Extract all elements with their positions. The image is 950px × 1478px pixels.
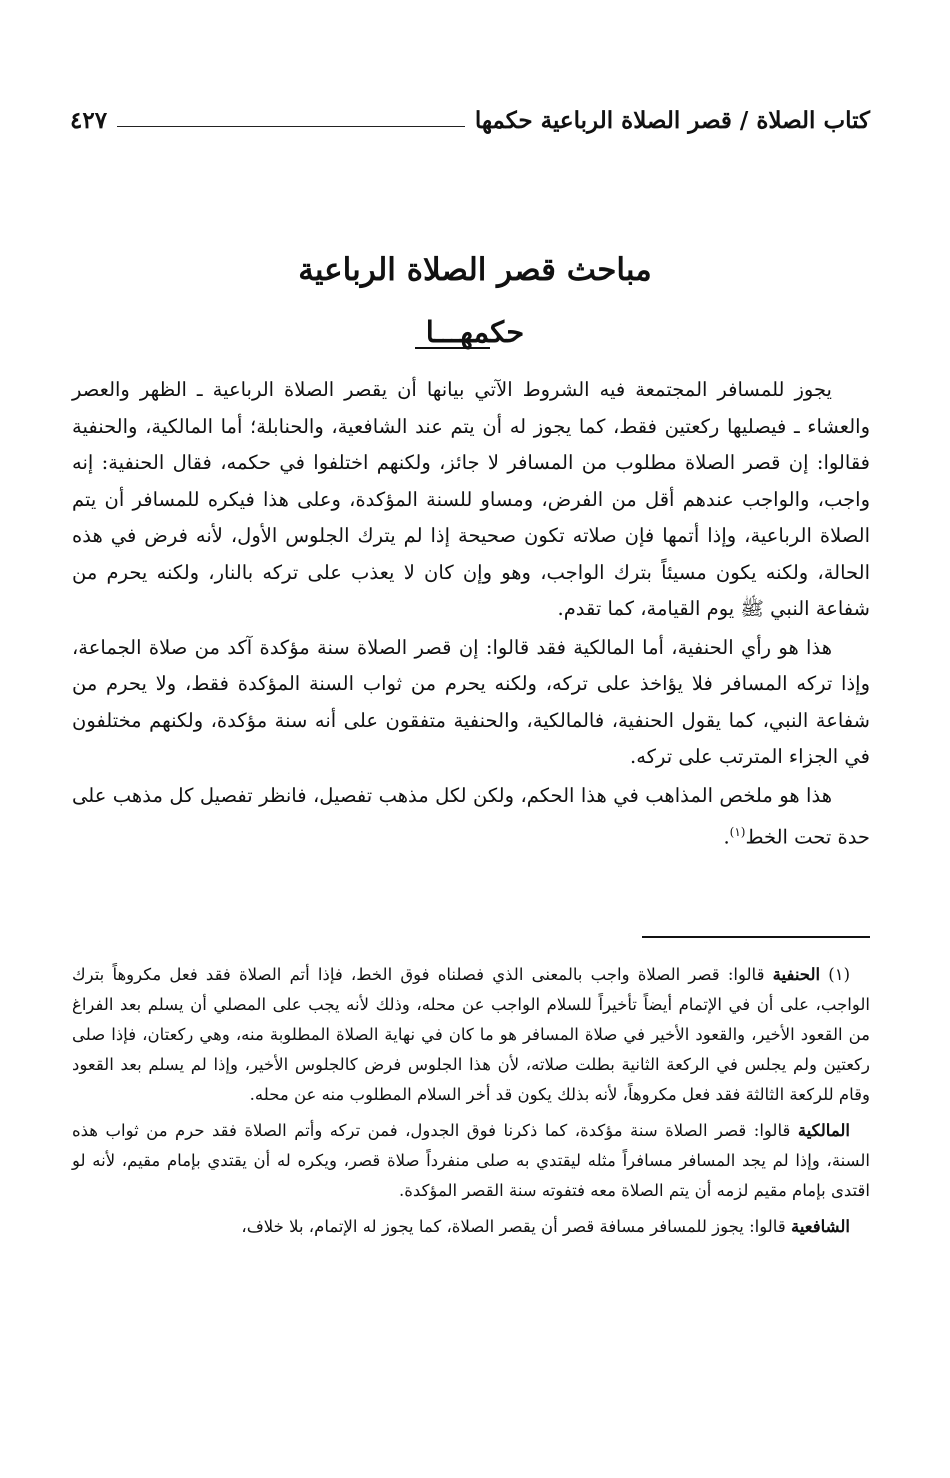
footnote-label-maliki: المالكية	[797, 1121, 850, 1140]
last-paragraph-text: هذا هو ملخص المذاهب في هذا الحكم، ولكن لكل مذهب تفصيل، فانظر تفصيل كل مذهب على حدة تحت الخط	[72, 783, 870, 849]
page-number: ٤٢٧	[70, 106, 108, 134]
section-title: مباحث قصر الصلاة الرباعية	[298, 252, 652, 288]
body-paragraph-last	[72, 778, 870, 857]
footnote-label-shafii: الشافعية	[790, 1217, 850, 1236]
footnote-marker: (١)	[729, 825, 746, 839]
body-paragraph: يجوز للمسافر المجتمعة فيه الشروط الآتي بيانها أن يقصر الصلاة الرباعية ـ الظهر والعصر والعشاء ـ فيصليها ركعتين فقط، كما يجوز له أن يتم عند الشافعية، والحنابلة؛ أما المالكية، والحنفية فقالوا: إن قصر الصلاة مطلوب من المسافر لا جائز، ولكنهم اختلفوا في حكمه، فقال الحنفية: إنه واجب، والواجب عندهم أقل من الفرض، ومساو للسنة المؤكدة، وعلى هذا فيكره للمسافر أن يتم الصلاة الرباعية، وإذا أتمها فإن صلاته تكون صحيحة إذا لم يترك الجلوس الأول، لأنه فرض في هذه الحالة، ولكنه يكون مسيئاً بترك الواجب، وهو وإن كان لا يعذب على تركه بالنار، ولكنه يحرم من شفاعة النبي ﷺ يوم القيامة، كما تقدم.	[72, 378, 871, 620]
footnote-rule	[642, 936, 870, 938]
footnote-hanafi	[72, 960, 870, 1110]
footnote-number: (١)	[828, 965, 851, 984]
footnote-label-hanafi: الحنفية	[772, 965, 821, 984]
last-paragraph-end: .	[723, 825, 730, 849]
header-rule	[117, 126, 465, 127]
body-paragraph: هذا هو رأي الحنفية، أما المالكية فقد قالوا: إن قصر الصلاة سنة مؤكدة آكد من صلاة الجماعة، وإذا تركه المسافر فلا يؤاخذ على تركه، ولكنه يحرم من ثواب السنة المؤكدة فقط، ولا يحرم من شفاعة النبي، كما يقول الحنفية، فالمالكية، والحنفية متفقون على أنه سنة مؤكدة، ولكنهم مختلفون في الجزاء المترتب على تركه.	[72, 635, 870, 768]
footnote-text-maliki: قالوا: قصر الصلاة سنة مؤكدة، كما ذكرنا فوق الجدول، فمن تركه وأتم الصلاة فقد حرم من ثواب هذه السنة، وإذا لم يجد المسافر مسافراً مثله ليقتدي به صلى منفرداً صلاة قصر، ويكره له أن يقتدي بإمام مقيم، لأنه لو اقتدى بإمام مقيم لزمه أن يتم الصلاة معه فتفوته سنة القصر المؤكدة.	[72, 1121, 870, 1200]
footnote-text-shafii: قالوا: يجوز للمسافر مسافة قصر أن يقصر الصلاة، كما يجوز له الإتمام، بلا خلاف،	[241, 1217, 786, 1236]
section-subtitle: حكمهـــا	[425, 315, 525, 349]
running-title: كتاب الصلاة / قصر الصلاة الرباعية حكمها	[474, 106, 870, 134]
subtitle-underline	[415, 347, 490, 349]
footnote-maliki	[72, 1116, 870, 1206]
footnotes	[72, 960, 870, 1248]
running-header	[70, 100, 870, 140]
footnote-text-hanafi: قالوا: قصر الصلاة واجب بالمعنى الذي فصلناه فوق الخط، فإذا أتم الصلاة فقد فعل مكروهاً بترك الواجب، على أن في الإتمام أيضاً تأخيراً للسلام الواجب عن محله، وذلك لأنه يجب على المصلي أن يسلم بعد الفراغ من القعود الأخير، والقعود الأخير في صلاة المسافر هو ما كان في نهاية الصلاة المطلوبة منه، وهي ركعتان، فإذا صلى ركعتين ولم يجلس في الركعة الثانية بطلت صلاته، لأن هذا الجلوس فرض كالجلوس الأخير، وإذا لم يسلم بعد القعود وقام للركعة الثالثة فقد فعل مكروهاً، لأنه بذلك يكون قد أخر السلام المطلوب منه عن محله.	[72, 965, 870, 1104]
footnote-shafii	[72, 1212, 870, 1242]
main-text	[72, 372, 870, 858]
